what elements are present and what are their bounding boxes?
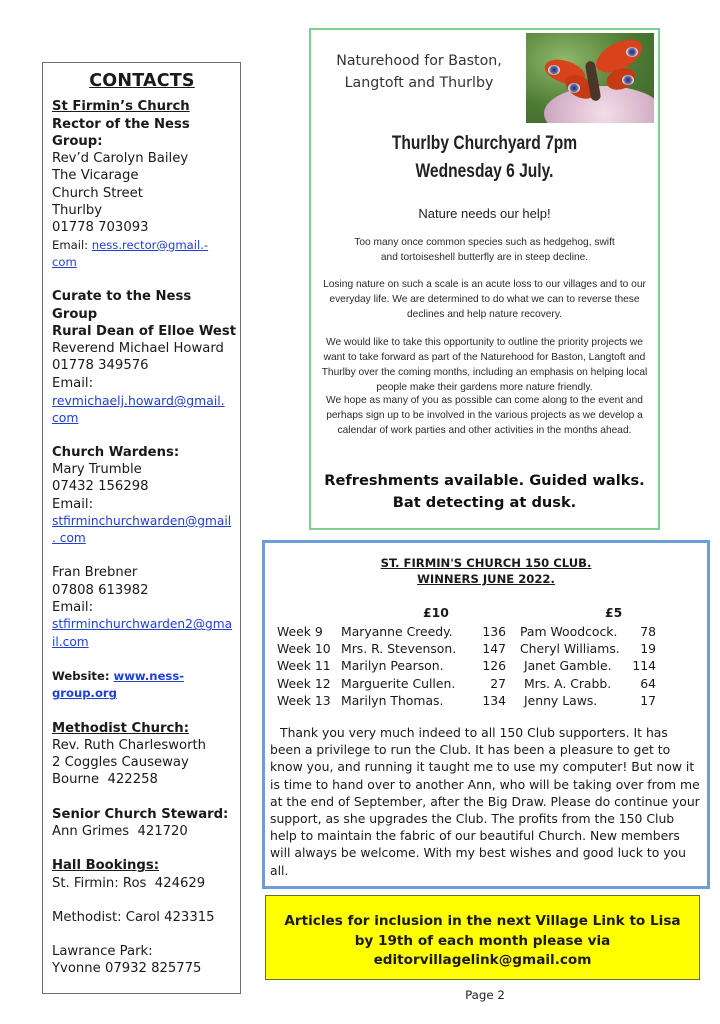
methodist-heading: Methodist Church:	[52, 720, 189, 736]
curate-role-cont: Group	[52, 306, 98, 322]
rector-phone: 01778 703093	[52, 220, 149, 236]
curate-email-link-cont[interactable]: com	[52, 410, 79, 426]
club-150-box	[262, 540, 710, 889]
warden-1-email-link[interactable]: stfirminchurchwarden@gmail	[52, 513, 232, 528]
poster-event-date: Wednesday 6 July.	[415, 161, 554, 182]
club-thank-you-message: Thank you very much indeed to all 150 Club supporters. It has been a privilege to run the Club. It has been a pleasure to get to know you, and running it taught me to use my computer! But now it is time to hand over to another Ann, who will be taking over from me at the end of September, after the Big Draw. Please do continue your support, as she upgrades the Club. The profits from the 150 Club help to maintain the fabric of our beautiful Church. New members will always be welcome. With my best wishes and good luck to you all.	[270, 725, 700, 878]
steward-value: Ann Grimes 421720	[52, 823, 188, 839]
page-number: Page 2	[465, 988, 505, 1002]
winner-5-name: Janet Gamble.	[520, 658, 612, 674]
winner-10-name: Mrs. R. Stevenson.	[341, 641, 457, 657]
winner-row	[277, 640, 656, 657]
website-label: Website:	[52, 668, 110, 683]
winner-10-number: 136	[482, 624, 506, 640]
club-title-line-1: ST. FIRMIN'S CHURCH 150 CLUB.	[380, 556, 592, 570]
rector-name: Rev’d Carolyn Bailey	[52, 151, 189, 167]
winner-5-number: 64	[640, 675, 656, 691]
poster-org	[319, 50, 519, 94]
warden-2-phone: 07808 613982	[52, 582, 149, 598]
winners-table	[277, 623, 656, 709]
poster-paragraph-3: We would like to take this opportunity to outline the priority projects we want to take forward as part of the Naturehood for Baston, Langtoft and Thurlby over the coming months, including an emphasis on helping local people make their gardens more nature friendly.	[321, 337, 648, 393]
warden-2-email-link-cont[interactable]: il.com	[52, 634, 89, 649]
winner-5-number: 114	[632, 658, 656, 674]
hall-bookings-heading: Hall Bookings:	[52, 858, 159, 874]
winner-10-number: 27	[490, 675, 506, 691]
warden-1-name: Mary Trumble	[52, 461, 142, 477]
butterfly-photo	[526, 33, 654, 123]
club-title	[265, 555, 707, 587]
hall-methodist: Methodist: Carol 423315	[52, 909, 215, 925]
rector-role: Rector of the Ness	[52, 116, 190, 132]
steward-heading: Senior Church Steward:	[52, 806, 229, 822]
week-label: Week 9	[277, 624, 323, 640]
week-label: Week 10	[277, 641, 331, 657]
winner-5-number: 19	[640, 641, 656, 657]
rector-email-link[interactable]: ness.rector@gmail.-	[91, 237, 209, 252]
winner-10-name: Marilyn Pearson.	[341, 658, 444, 674]
notice-line-2: by 19th of each month please via	[354, 932, 611, 949]
curate-phone: 01778 349576	[52, 358, 149, 374]
poster-paragraph-4: We hope as many of you as possible can come along to the event and perhaps sign up to be involved in the various projects as we develop a calendar of work parties and other activities in the months ahead.	[326, 395, 643, 436]
st-firmin-heading: St Firmin’s Church	[52, 99, 190, 115]
winner-5-name: Pam Woodcock.	[520, 624, 618, 640]
poster-footer-line-1: Refreshments available. Guided walks.	[324, 472, 645, 489]
winner-5-name: Cheryl Williams.	[520, 641, 620, 657]
winner-5-name: Mrs. A. Crabb.	[520, 675, 612, 691]
poster-org-line-2: Langtoft and Thurlby	[344, 75, 494, 91]
warden-1-phone: 07432 156298	[52, 479, 149, 495]
winner-10-number: 126	[482, 658, 506, 674]
winner-5-name: Jenny Laws.	[520, 692, 598, 708]
methodist-minister: Rev. Ruth Charlesworth	[52, 737, 207, 753]
curate-name: Reverend Michael Howard	[52, 341, 224, 357]
warden-2-email-link[interactable]: stfirminchurchwarden2@gma	[52, 617, 233, 632]
methodist-town-phone: Bourne 422258	[52, 772, 158, 788]
poster-org-line-1: Naturehood for Baston,	[336, 53, 502, 69]
rector-email-row	[52, 237, 232, 254]
rector-address-3: Thurlby	[52, 203, 103, 219]
poster-event	[342, 130, 627, 186]
hall-st-firmin: St. Firmin: Ros 424629	[52, 875, 206, 891]
curate-email-label: Email:	[52, 375, 94, 391]
website-link-cont[interactable]: group.org	[52, 686, 117, 701]
poster-paragraph-2: Losing nature on such a scale is an acute loss to our villages and to our everyday life. We are determined to do what we can to reverse these declines and help nature recovery.	[323, 279, 646, 320]
winner-10-name: Marilyn Thomas.	[341, 692, 444, 708]
warden-2-email-label: Email:	[52, 600, 94, 616]
winner-10-number: 147	[482, 641, 506, 657]
rector-email-label: Email:	[52, 237, 89, 252]
winner-row	[277, 623, 656, 640]
rector-role-cont: Group:	[52, 133, 103, 149]
notice-email[interactable]: editorvillagelink@gmail.com	[373, 952, 592, 968]
winner-row	[277, 657, 656, 674]
poster-help-heading: Nature needs our help!	[418, 206, 551, 221]
warden-1-email-link-cont[interactable]: . com	[52, 531, 86, 546]
rector-address-2: Church Street	[52, 185, 143, 201]
week-label: Week 12	[277, 675, 331, 691]
warden-1-email-label: Email:	[52, 496, 94, 512]
rector-email-link-cont[interactable]: com	[52, 254, 77, 269]
prize-10-header: £10	[423, 605, 449, 620]
poster-paragraph-1: Too many once common species such as hedgehog, swift and tortoiseshell butterfly are in steep decline.	[354, 237, 615, 263]
curate-email-link[interactable]: revmichaelj.howard@gmail.	[52, 393, 225, 409]
hall-lawrance-label: Lawrance Park:	[52, 944, 153, 960]
winner-row	[277, 675, 656, 692]
warden-2-name: Fran Brebner	[52, 565, 138, 581]
winner-row	[277, 692, 656, 709]
curate-role: Curate to the Ness	[52, 289, 192, 305]
rural-dean-role: Rural Dean of Elloe West	[52, 323, 237, 339]
poster-event-place-time: Thurlby Churchyard 7pm	[391, 133, 578, 154]
contacts-title: CONTACTS	[89, 71, 195, 91]
contacts-panel	[42, 62, 241, 994]
website-row	[52, 668, 232, 685]
notice-line-1: Articles for inclusion in the next Village Link to Lisa	[284, 913, 681, 929]
winner-10-number: 134	[482, 692, 506, 708]
rector-address-1: The Vicarage	[52, 168, 139, 184]
naturehood-poster	[309, 28, 660, 530]
club-title-line-2: WINNERS JUNE 2022.	[417, 572, 555, 586]
winner-5-number: 17	[640, 692, 656, 708]
hall-lawrance-value: Yvonne 07932 825775	[52, 961, 202, 977]
week-label: Week 13	[277, 692, 331, 708]
prize-5-header: £5	[605, 605, 623, 620]
wardens-heading: Church Wardens:	[52, 444, 180, 460]
week-label: Week 11	[277, 658, 331, 674]
winner-5-number: 78	[640, 624, 656, 640]
poster-footer-line-2: Bat detecting at dusk.	[392, 494, 577, 511]
winner-10-name: Maryanne Creedy.	[341, 624, 453, 640]
poster-footer	[311, 470, 658, 514]
methodist-address: 2 Coggles Causeway	[52, 755, 189, 771]
website-link[interactable]: www.ness-	[113, 668, 185, 683]
winner-10-name: Marguerite Cullen.	[341, 675, 456, 691]
articles-notice	[265, 895, 700, 980]
